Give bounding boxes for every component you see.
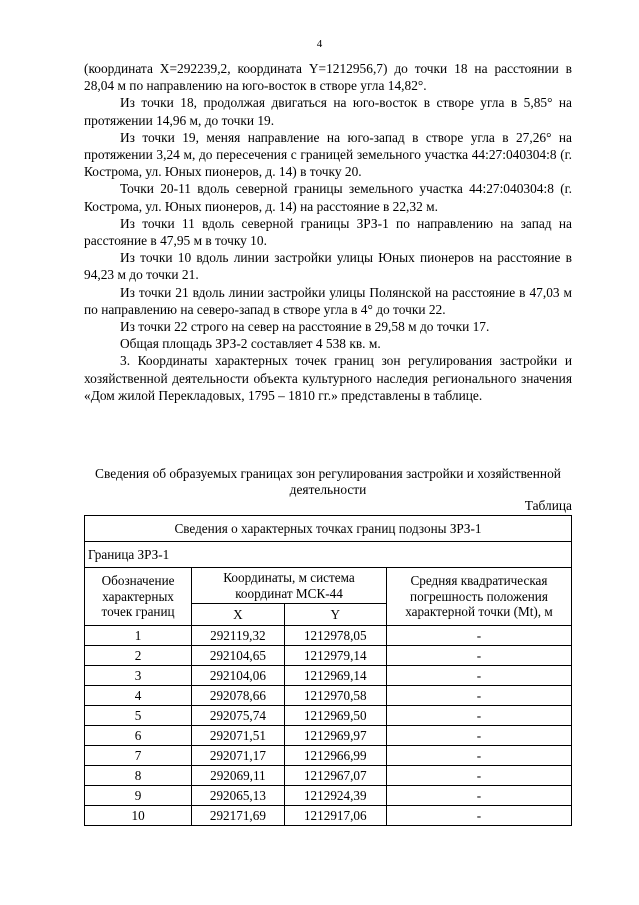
error-cell: - [386,786,571,806]
paragraph: 3. Координаты характерных точек границ зон регулирования застройки и хозяйственной деятельности объекта культурного наследия регионального значения «Дом жилой Перекладовых, 1795 – 1810 гг.» представлены в таблице. [84,353,572,403]
x-coordinate-cell: 292071,17 [192,746,285,766]
header-x: X [192,604,285,626]
table-row [85,806,572,826]
table-row [85,646,572,666]
paragraph: Из точки 22 строго на север на расстояние в 29,58 м до точки 17. [120,319,490,335]
paragraph: Из точки 11 вдоль северной границы ЗРЗ-1 по направлению на запад на расстояние в 47,95 м в точку 10. [84,215,572,249]
point-number-cell: 2 [85,646,192,666]
table-row [85,666,572,686]
point-number-cell: 7 [85,746,192,766]
error-cell: - [386,746,571,766]
x-coordinate-cell: 292071,51 [192,726,285,746]
point-number-cell: 6 [85,726,192,746]
paragraph: (координата Х=292239,2, координата Y=1212956,7) до точки 18 на расстоянии в 28,04 м по направлению на юго-восток в створе угла 14,82°. [84,61,572,94]
error-cell: - [386,646,571,666]
paragraph: Из точки 10 вдоль линии застройки улицы Юных пионеров на расстояние в 94,23 м до точки 21. [84,250,572,283]
error-cell: - [386,626,571,646]
table-row [85,686,572,706]
table-row [85,766,572,786]
y-coordinate-cell: 1212979,14 [284,646,386,666]
header-y: Y [284,604,386,626]
x-coordinate-cell: 292119,32 [192,626,285,646]
x-coordinate-cell: 292069,11 [192,766,285,786]
point-number-cell: 1 [85,626,192,646]
table-label: Таблица [524,498,572,513]
page-number: 4 [316,38,323,50]
x-coordinate-cell: 292171,69 [192,806,285,826]
error-cell: - [386,666,571,686]
x-coordinate-cell: 292104,65 [192,646,285,666]
point-number-cell: 10 [85,806,192,826]
paragraph: Общая площадь ЗРЗ-2 составляет 4 538 кв. м. [120,336,381,352]
error-cell: - [386,706,571,726]
table-title: Сведения о характерных точках границ подзоны ЗРЗ-1 [85,516,572,542]
x-coordinate-cell: 292065,13 [192,786,285,806]
header-coordinates: Координаты, м система координат МСК-44 [192,568,387,604]
boundary-label: Граница ЗРЗ-1 [85,542,572,568]
error-cell: - [386,766,571,786]
header-designation: Обозначение характерных точек границ [85,568,192,626]
y-coordinate-cell: 1212966,99 [284,746,386,766]
point-number-cell: 3 [85,666,192,686]
y-coordinate-cell: 1212978,05 [284,626,386,646]
y-coordinate-cell: 1212969,14 [284,666,386,686]
y-coordinate-cell: 1212970,58 [284,686,386,706]
x-coordinate-cell: 292075,74 [192,706,285,726]
body-text [84,60,572,404]
error-cell: - [386,686,571,706]
paragraph: Из точки 18, продолжая двигаться на юго-восток в створе угла в 5,85° на протяжении 14,96 м, до точки 19. [84,95,572,128]
table-row [85,726,572,746]
table-row [85,706,572,726]
error-cell: - [386,806,571,826]
y-coordinate-cell: 1212969,50 [284,706,386,726]
y-coordinate-cell: 1212967,07 [284,766,386,786]
coordinates-table [84,515,572,826]
table-row [85,786,572,806]
paragraph: Из точки 21 вдоль линии застройки улицы Полянской на расстояние в 47,03 м по направлению на северо-запад в створе угла в 4° до точки 22. [84,284,572,317]
paragraph: Точки 20-11 вдоль северной границы земельного участка 44:27:040304:8 (г. Кострома, ул. Юных пионеров, д. 14) на расстояние в 22,32 м. [84,181,572,214]
point-number-cell: 8 [85,766,192,786]
y-coordinate-cell: 1212917,06 [284,806,386,826]
error-cell: - [386,726,571,746]
header-error: Средняя квадратическая погрешность положения характерной точки (Mt), м [386,568,571,626]
point-number-cell: 4 [85,686,192,706]
y-coordinate-cell: 1212924,39 [284,786,386,806]
x-coordinate-cell: 292104,06 [192,666,285,686]
point-number-cell: 5 [85,706,192,726]
table-row [85,746,572,766]
point-number-cell: 9 [85,786,192,806]
x-coordinate-cell: 292078,66 [192,686,285,706]
table-row [85,626,572,646]
y-coordinate-cell: 1212969,97 [284,726,386,746]
table-caption: Сведения об образуемых границах зон регулирования застройки и хозяйственной деятельности [95,466,561,497]
paragraph: Из точки 19, меняя направление на юго-запад в створе угла в 27,26° на протяжении 3,24 м, до пересечения с границей земельного участка 44:27:040304:8 (г. Кострома, ул. Юных пионеров, д. 14) в точку 20. [84,129,572,180]
